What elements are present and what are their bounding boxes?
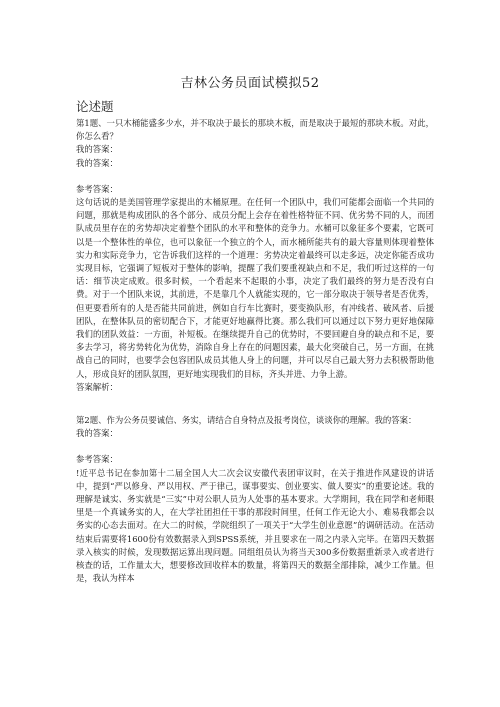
question-2: 第2题、作为公务员要诚信、务实，请结合自身特点及报考岗位，谈谈你的理解。我的答案： <box>76 415 417 426</box>
reference-answer-label: 参考答案： <box>76 454 118 465</box>
my-answer-label: 我的答案： <box>76 157 118 168</box>
document-title: 吉林公务员面试模拟52 <box>180 76 320 91</box>
answer-explanation-label: 答案解析： <box>76 381 118 392</box>
reference-answer-text: 这句话说的是美国管理学家提出的木桶原理。在任何一个团队中，我们可能都会面临一个共同的问题，那就是构成团队的各个部分、成员分配上会存在着性格特征不同、优劣势不同的人，而团队成员里存在的劣势却决定着整个团队的水平和整体的竞争力。水桶可以象征多个要素，它既可以是一个整体性的单位，也可以象征一个独立的个人，而水桶所能共有的最大容量则体现着整体实力和实际竞争力，它告诉我们这样的一个道理：劣势决定着最终可以走多远，决定你能否成功实现目标，它强调了短板对于整体的影响，提醒了我们要重视缺点和不足，我们听过这样的一句话：细节决定成败。很多时候，一个看起来不起眼的小事，决定了我们最终的努力是否没有白费。对于一个团队来说，其前进，不是靠几个人就能实现的，它一部分取决于领导者是否优秀，但更要看所有的人是否能共同前进，例如自行车比赛时，要变换队形，有冲线者、破风者、后援团队，在整体队员的密切配合下，才能更好地赢得比赛。那么我们可以通过以下努力更好地保障我们的团队效益：一方面，补短板。在继续提升自己的优势时，不要回避自身的缺点和不足，要多去学习，将劣势转化为优势，消除自身上存在的问题因素，最大化突破自己，另一方面，在挑战自己的同时，也要学会包容团队成员其他人身上的问题，并可以尽自己最大努力去积极帮助他人，形成良好的团队氛围，更好地实现我们的目标，齐头并进、力争上游。 <box>76 197 434 379</box>
section-heading: 论述题 <box>76 99 114 114</box>
document-content <box>76 98 434 586</box>
reference-answer-label: 参考答案： <box>76 183 118 194</box>
my-answer-label: 我的答案： <box>76 144 118 155</box>
my-answer-label: 我的答案： <box>76 428 118 439</box>
question-1: 第1题、一只木桶能盛多少水，并不取决于最长的那块木板，而是取决于最短的那块木板。对此，你怎么看？ <box>76 118 434 142</box>
reference-answer-text: !近平总书记在参加第十二届全国人大二次会议安徽代表团审议时，在关于推进作风建设的讲话中，提到“严以修身、严以用权、严于律己，谋事要实、创业要实、做人要实”的重要论述。我的理解是诚实、务实就是“三实”中对公职人员为人处事的基本要求。大学期间，我在同学和老师眼里是一个真诚务实的人，在大学社团担任干事的那段时间里，任何工作无论大小、难易我都会以务实的心态去面对。在大二的时候，学院组织了一项关于“大学生创业意愿”的调研活动。在活动结束后需要将1600份有效数据录入到SPSS系统，并且要求在一周之内录入完毕。在第四天数据录入核实的时候，发现数据运算出现问题。同组组员认为将当天300多份数据重新录入或者进行核查的话，工作量太大，想要修改回收样本的数量，将第四天的数据全部排除，减少工作量。但是，我认为样本 <box>76 467 434 584</box>
